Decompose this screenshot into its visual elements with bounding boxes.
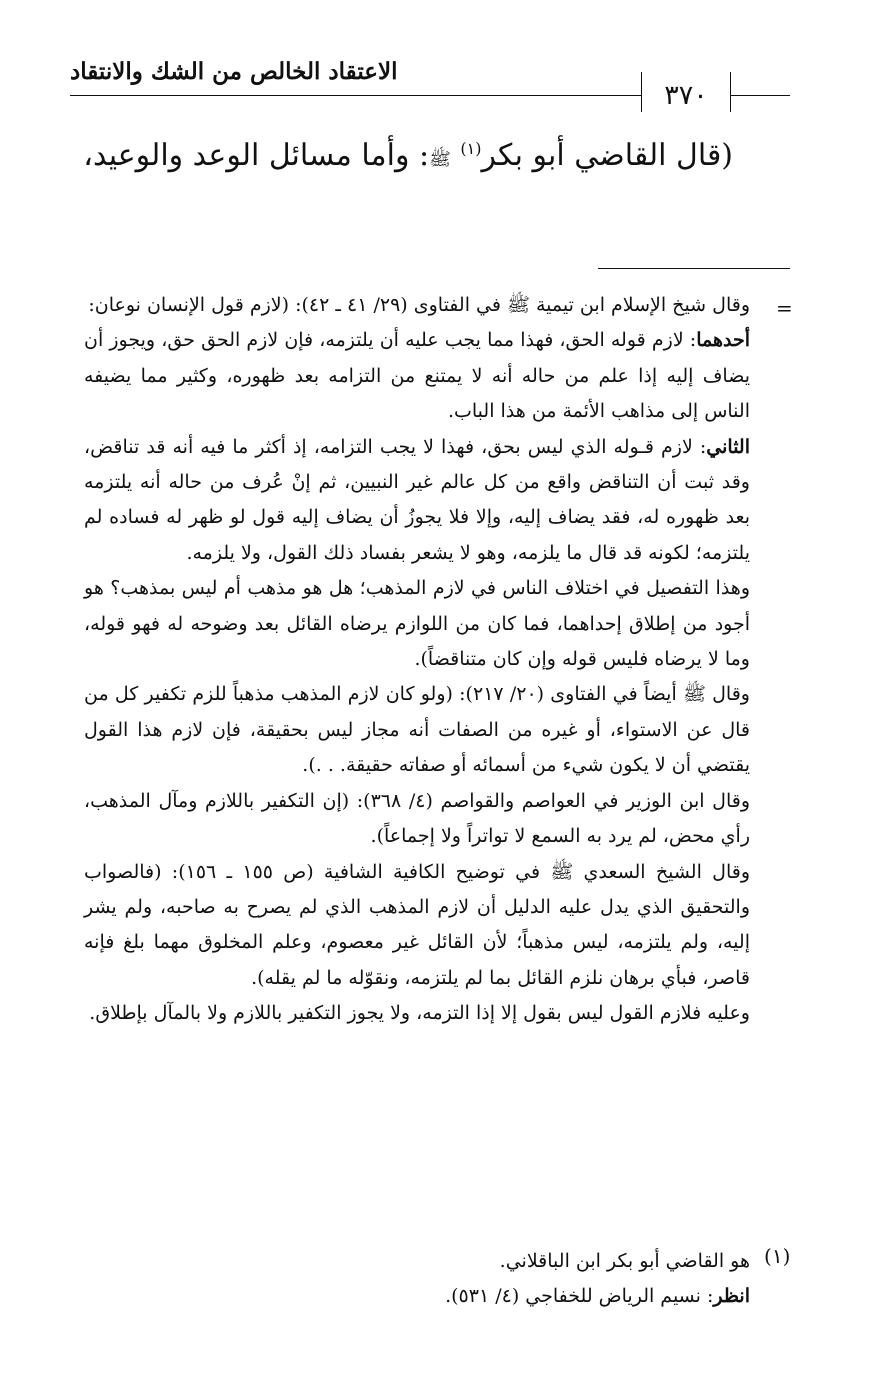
footnote-paragraph: وقال الشيخ السعدي ﷺ في توضيح الكافية الشافية (ص ١٥٥ ـ ١٥٦): (فالصواب والتحقيق الذي يدل عليه الدليل أن لازم المذهب الذي لم يصرح به صاحبه، ولم يشر إليه، ولم يلتزمه، ليس مذهباً؛ لأن القائل غير معصوم، وعلم المخلوق مهما بلغ فإنه قاصر، فبأي برهان نلزم القائل بما لم يلتزمه، ونقوّله ما لم يقله). [84,860,750,989]
honorific-glyph: ﷺ [429,149,451,170]
main-text-start: (قال القاضي أبو بكر [481,138,733,173]
footnote-paragraph: الثاني: لازم قـوله الذي ليس بحق، فهذا لا يجب التزامه، إذ أكثر ما فيه أنه قد تناقض، وقد ثبت أن التناقض واقع من كل عالم غير النبيين، ثم إنْ عُرف من حاله أنه يلتزمه بعد ظهوره له، فقد يضاف إليه، وإلا فلا يجوزُ أن يضاف إليه قول لو ظهر له فساده لم يلتزمه؛ لكونه قد قال ما يلزمه، وهو لا يشعر بفساد ذلك القول، ولا يلزمه. [84,435,750,564]
main-text-end: : وأما مسائل الوعد والوعيد، [83,138,430,173]
paragraph-lead: الثاني [706,435,750,458]
footnote-separator [598,268,790,269]
footnote-number: (١) [764,1244,791,1268]
footnote-paragraph: وهذا التفصيل في اختلاف الناس في لازم المذهب؛ هل هو مذهب أم ليس بمذهب؟ هو أجود من إطلاق إحداهما، فما كان من اللوازم يرضاه القائل بعد وضوحه له فهو قوله، وما لا يرضاه فليس قوله وإن كان متناقضاً). [84,577,750,671]
footnote-line: انظر: نسيم الرياض للخفاجي (٤/ ٥٣١). [445,1285,750,1307]
header-rule [70,95,642,96]
footnote-paragraph: أحدهما: لازم قوله الحق، فهذا مما يجب عليه أن يلتزمه، فإن لازم الحق حق، ويجوز أن يضاف إليه إذا علم من حاله أنه لا يمتنع من التزامه بعد ظهوره، وكثير مما يضيفه الناس إلى مذاهب الأئمة من هذا الباب. [84,329,750,423]
footnote-1 [84,1244,750,1314]
footnote-paragraph: وقال ﷺ أيضاً في الفتاوى (٢٠/ ٢١٧): (ولو كان لازم المذهب مذهباً للزم تكفير كل من قال عن الاستواء، أو غيره من الصفات أنه مجاز ليس بحقيقة، فإن لازم هذا القول يقتضي أن لا يكون شيء من أسمائه أو صفاته حقيقة. . .). [84,683,750,777]
page-number: ٣٧٠ [664,80,708,111]
header-rule [730,95,790,96]
footnote-continuation [84,288,750,1032]
footnote-paragraph: وعليه فلازم القول ليس بقول إلا إذا التزمه، ولا يجوز التكفير باللازم ولا بالمآل بإطلاق. [89,1002,750,1025]
footnote-line: هو القاضي أبو بكر ابن الباقلاني. [499,1250,750,1272]
continuation-mark: = [776,296,793,320]
footnote-reference: (١) [460,139,482,158]
header-divider [641,72,642,112]
paragraph-lead: انظر [713,1285,750,1307]
paragraph-lead: أحدهما [696,329,750,352]
running-header-title: الاعتقاد الخالص من الشك والانتقاد [70,58,398,85]
header-divider [730,72,731,112]
footnote-paragraph: وقال ابن الوزير في العواصم والقواصم (٤/ ٣٦٨): (إن التكفير باللازم ومآل المذهب، رأي محض، لم يرد به السمع لا تواتراً ولا إجماعاً). [84,789,750,848]
main-text-line [73,138,733,174]
footnote-paragraph: وقال شيخ الإسلام ابن تيمية ﷺ في الفتاوى (٢٩/ ٤١ ـ ٤٢): (لازم قول الإنسان نوعان: [88,294,750,316]
